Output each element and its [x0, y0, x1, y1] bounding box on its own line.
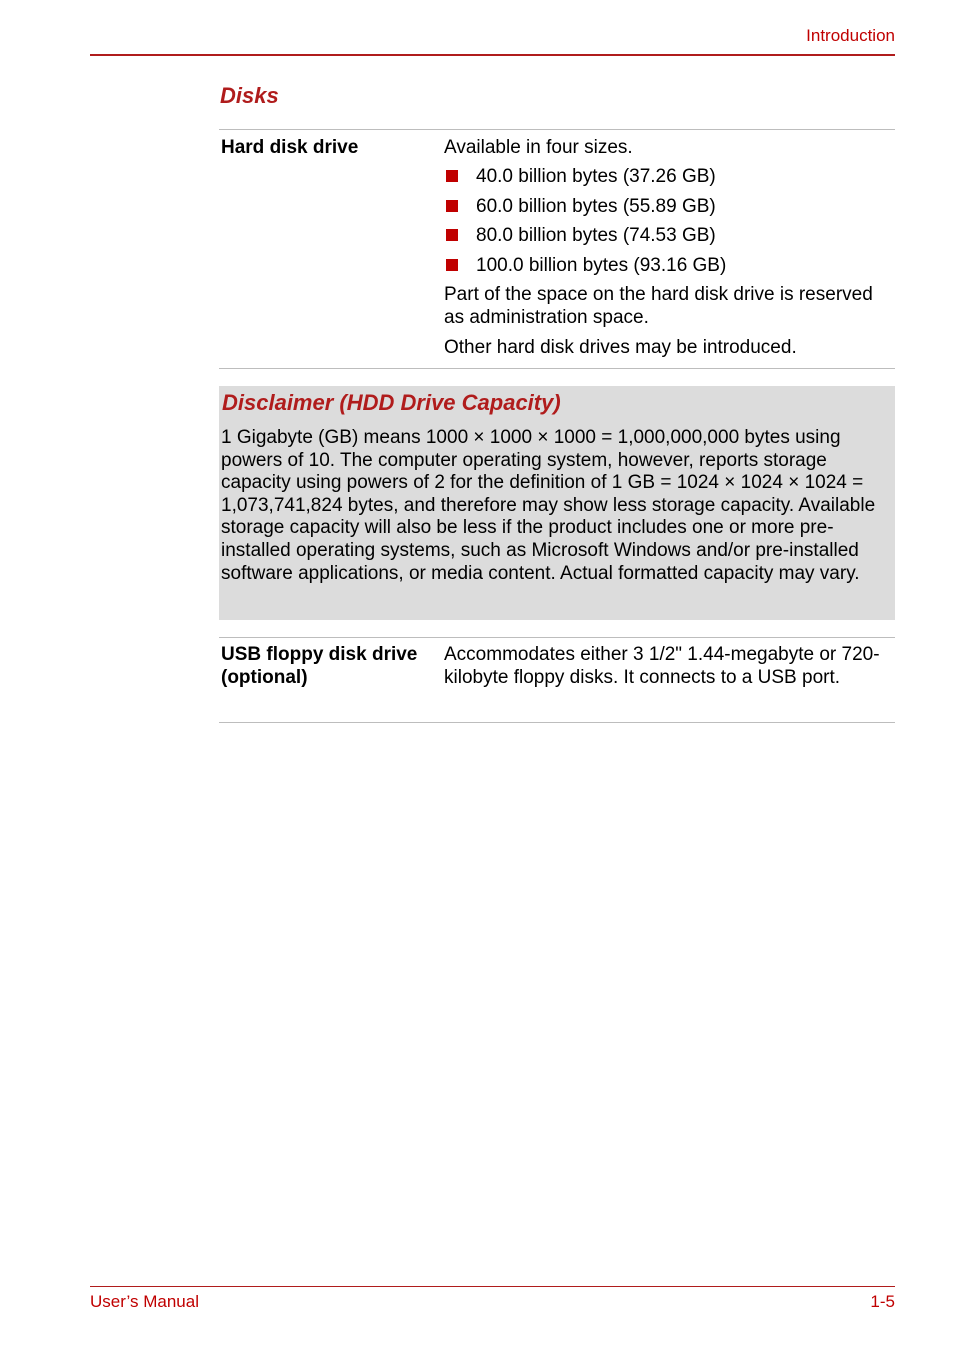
header-section-name: Introduction: [806, 26, 895, 45]
footer-rule: [90, 1286, 895, 1287]
floppy-disk-spec-table: [219, 637, 895, 723]
hard-disk-spec-table: [219, 129, 895, 369]
disclaimer-body: 1 Gigabyte (GB) means 1000 × 1000 × 1000 = 1,000,000,000 bytes using powers of 10. The computer operating system, however, reports storage capacity using powers of 2 for the definition of 1 GB = 1024 × 1024 × 1024 = 1,073,741,824 bytes, and therefore may show less storage capacity. Available storage capacity will also be less if the product includes one or more pre-installed operating systems, such as Microsoft Windows and/or pre-installed software applications, or media content. Actual formatted capacity may vary.: [221, 427, 876, 584]
list-item: [444, 254, 884, 277]
disclaimer-title: Disclaimer (HDD Drive Capacity): [222, 390, 561, 415]
square-bullet-icon: [446, 170, 458, 182]
hard-disk-intro: Available in four sizes.: [444, 137, 633, 158]
hard-disk-label: Hard disk drive: [221, 137, 359, 158]
size-text: 40.0 billion bytes (37.26 GB): [476, 166, 716, 187]
square-bullet-icon: [446, 229, 458, 241]
floppy-disk-label: USB floppy disk drive (optional): [221, 644, 418, 688]
list-item: [444, 195, 884, 218]
hard-disk-note-admin-space: Part of the space on the hard disk drive is reserved as administration space.: [444, 284, 873, 328]
page-number: 1-5: [870, 1292, 895, 1311]
header-rule: [90, 54, 895, 56]
square-bullet-icon: [446, 259, 458, 271]
hard-disk-description: [444, 136, 884, 359]
floppy-disk-description: Accommodates either 3 1/2" 1.44-megabyte or 720-kilobyte floppy disks. It connects to a USB port.: [444, 644, 880, 688]
disclaimer-box: [219, 386, 895, 620]
size-text: 60.0 billion bytes (55.89 GB): [476, 195, 716, 217]
list-item: [444, 165, 884, 188]
hard-disk-note-other-drives: Other hard disk drives may be introduced.: [444, 337, 797, 358]
footer-manual-title: User’s Manual: [90, 1292, 199, 1311]
list-item: [444, 224, 884, 247]
size-text: 100.0 billion bytes (93.16 GB): [476, 254, 727, 276]
size-text: 80.0 billion bytes (74.53 GB): [476, 225, 716, 246]
hard-disk-size-list: [444, 165, 884, 277]
square-bullet-icon: [446, 200, 458, 212]
section-title: Disks: [220, 83, 279, 108]
